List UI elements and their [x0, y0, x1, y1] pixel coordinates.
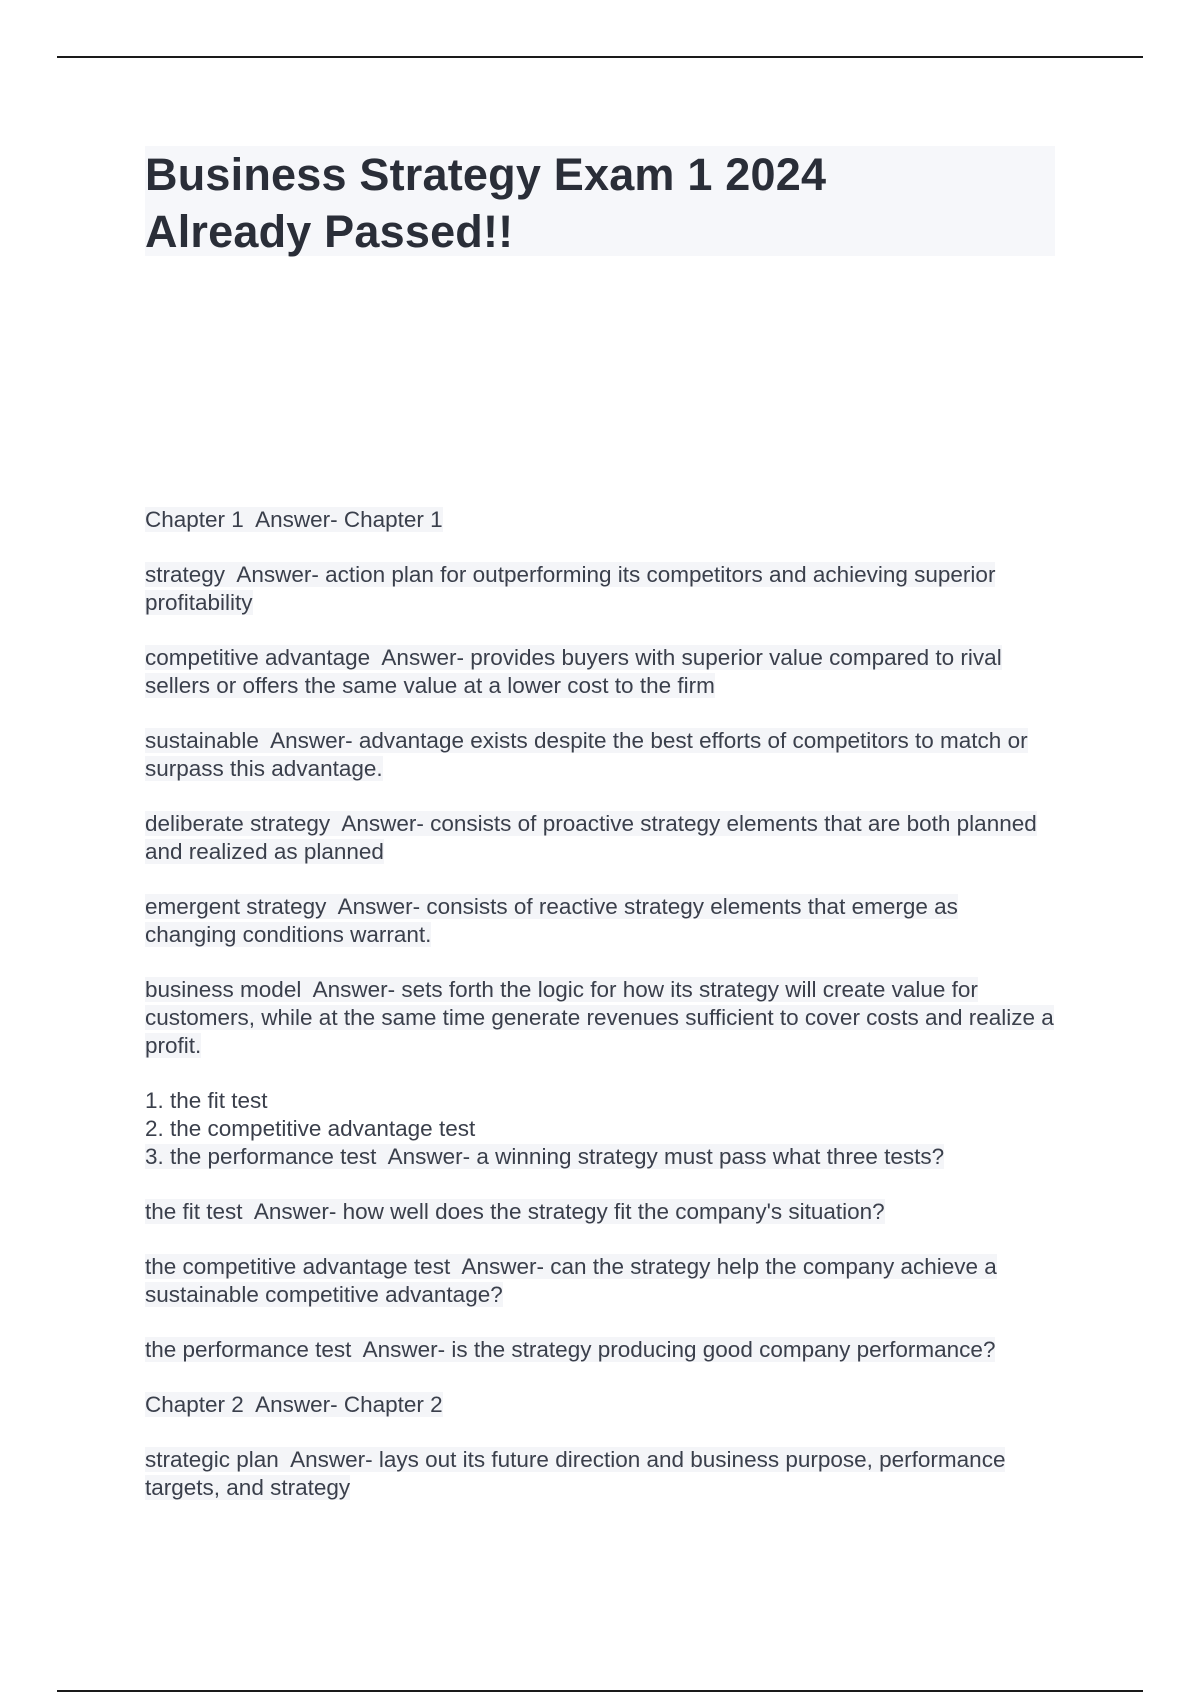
bottom-rule	[57, 1690, 1143, 1692]
qa-entry	[145, 506, 1055, 534]
list-line	[145, 1143, 1055, 1171]
qa-answer: Answer- provides buyers with superior value compared to rival sellers or offers the same value at a lower cost to the firm	[145, 645, 1002, 698]
title-line-2: Already Passed!!	[145, 206, 514, 257]
qa-term: business model	[145, 977, 302, 1002]
qa-entry	[145, 1446, 1055, 1502]
qa-term: deliberate strategy	[145, 811, 331, 836]
qa-entry	[145, 727, 1055, 783]
qa-entry	[145, 561, 1055, 617]
title-line-1: Business Strategy Exam 1 2024	[145, 149, 827, 200]
top-rule	[57, 56, 1143, 58]
qa-answer: Answer- action plan for outperforming its competitors and achieving superior profitability	[145, 562, 996, 615]
qa-term: emergent strategy	[145, 894, 327, 919]
qa-term: Chapter 2	[145, 1392, 244, 1417]
qa-term: strategy	[145, 562, 226, 587]
qa-answer: Answer- can the strategy help the company achieve a sustainable competitive advantage?	[145, 1254, 997, 1307]
qa-term: competitive advantage	[145, 645, 371, 670]
qa-answer: Answer- consists of reactive strategy elements that emerge as changing conditions warrant.	[145, 894, 958, 947]
qa-answer: Answer- Chapter 1	[255, 507, 443, 532]
qa-answer: Answer- how well does the strategy fit the company's situation?	[253, 1199, 885, 1224]
title-block	[145, 146, 1055, 256]
qa-entry	[145, 644, 1055, 700]
qa-entry	[145, 1336, 1055, 1364]
qa-entry	[145, 1198, 1055, 1226]
qa-entry	[145, 810, 1055, 866]
qa-answer: Answer- advantage exists despite the best efforts of competitors to match or surpass this advantage.	[145, 728, 1028, 781]
qa-answer: Answer- consists of proactive strategy elements that are both planned and realized as planned	[145, 811, 1037, 864]
qa-term: Chapter 1	[145, 507, 244, 532]
three-tests-entry	[145, 1087, 1055, 1171]
qa-answer: Answer- a winning strategy must pass what three tests?	[387, 1144, 945, 1169]
list-line: 2. the competitive advantage test	[145, 1116, 476, 1141]
qa-entry	[145, 976, 1055, 1060]
qa-answer: Answer- lays out its future direction and business purpose, performance targets, and strategy	[145, 1447, 1006, 1500]
qa-entry	[145, 893, 1055, 949]
qa-entry	[145, 1391, 1055, 1419]
qa-answer: Answer- Chapter 2	[255, 1392, 443, 1417]
qa-answer: Answer- sets forth the logic for how its strategy will create value for customers, while at the same time generate revenues sufficient to cover costs and realize a profit.	[145, 977, 1054, 1058]
qa-term: the competitive advantage test	[145, 1254, 451, 1279]
qa-entry	[145, 1253, 1055, 1309]
qa-term: the fit test	[145, 1199, 243, 1224]
qa-term: strategic plan	[145, 1447, 279, 1472]
qa-term: 3. the performance test	[145, 1144, 377, 1169]
qa-term: the performance test	[145, 1337, 352, 1362]
document-title	[145, 146, 1055, 260]
list-line: 1. the fit test	[145, 1088, 268, 1113]
qa-answer: Answer- is the strategy producing good company performance?	[362, 1337, 996, 1362]
qa-term: sustainable	[145, 728, 259, 753]
qa-content	[145, 506, 1055, 1529]
